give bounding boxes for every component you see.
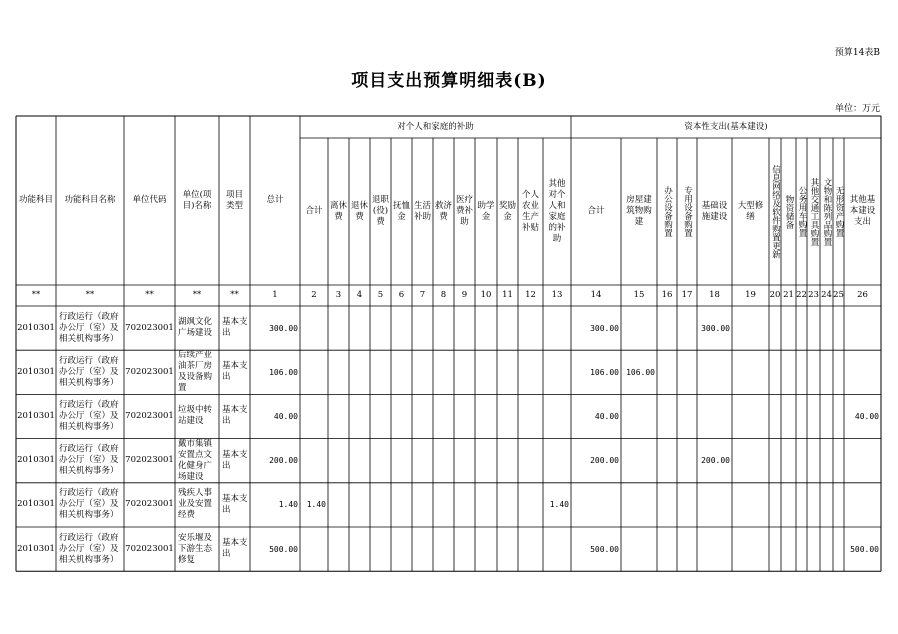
row-project-type: 基本支出 <box>222 405 248 427</box>
col-header-b-7-text: 物资储备 <box>784 194 794 229</box>
col-header-func-code: 功能科目 <box>18 195 53 205</box>
row-amount-b-total: 106.00 <box>590 367 619 377</box>
row-func-name: 行政运行（政府办公厅（室）及相关机构事务） <box>59 488 119 521</box>
col-header-b-9 <box>807 138 820 285</box>
row-amount-total: 300.00 <box>269 323 298 333</box>
index-cell: 8 <box>440 290 447 300</box>
row-unit-code: 702023001 <box>125 455 174 466</box>
row-project-type: 基本支出 <box>222 317 248 339</box>
row-amount-b-other: 40.00 <box>854 411 879 421</box>
index-cell: 7 <box>419 290 426 300</box>
index-cell: 13 <box>551 290 563 300</box>
index-cell: 17 <box>681 290 693 300</box>
index-cell: 11 <box>502 290 513 300</box>
index-cell: 21 <box>783 290 794 300</box>
index-cell: 22 <box>796 290 807 300</box>
row-func-name: 行政运行（政府办公厅（室）及相关机构事务） <box>59 532 119 565</box>
index-cell: 12 <box>525 290 536 300</box>
row-amount-total: 500.00 <box>269 544 298 554</box>
col-header-unit-code: 单位代码 <box>132 195 167 205</box>
row-amount-b-infra: 200.00 <box>701 456 730 466</box>
row-unit-code: 702023001 <box>125 543 174 554</box>
index-cell: ** <box>192 290 202 300</box>
col-header-a-8: 助学金 <box>477 200 495 222</box>
row-project-name: 后续产业油茶厂房及设备购置 <box>178 350 213 394</box>
row-project-name: 戴市集镇安置点文化健身广场建设 <box>178 438 213 482</box>
row-func-name: 行政运行（政府办公厅（室）及相关机构事务） <box>59 355 119 388</box>
col-header-b-8 <box>796 138 807 285</box>
group-header-personal-subsidy: 对个人和家庭的补助 <box>397 121 474 132</box>
unit-label: 单位：万元 <box>834 104 880 114</box>
index-cell: 15 <box>633 290 645 300</box>
col-header-a-3: 退职(役)费 <box>371 195 389 227</box>
row-project-type: 基本支出 <box>222 361 248 383</box>
index-cell: 6 <box>398 290 405 300</box>
col-header-a-10: 个人农业生产补贴 <box>521 189 539 233</box>
row-func-code: 2010301 <box>17 543 55 554</box>
row-amount-b-total: 40.00 <box>594 411 619 421</box>
index-cell: 24 <box>821 290 832 300</box>
col-header-b-subtotal: 合计 <box>587 206 605 216</box>
row-project-type: 基本支出 <box>222 493 248 515</box>
col-header-b-1: 房屋建筑物购建 <box>626 195 652 227</box>
index-cell: 25 <box>833 290 844 300</box>
row-func-code: 2010301 <box>17 455 55 466</box>
col-header-b-3-text: 专用设备购置 <box>682 186 693 237</box>
col-header-b-9-text: 其他交通工具购置 <box>809 177 819 246</box>
index-cell: 10 <box>480 290 492 300</box>
row-unit-code: 702023001 <box>125 410 174 421</box>
col-header-b-3 <box>677 138 697 285</box>
row-func-name: 行政运行（政府办公厅（室）及相关机构事务） <box>59 311 119 344</box>
col-header-a-6: 救济费 <box>434 200 452 222</box>
row-project-name: 垃圾中转站建设 <box>178 405 213 427</box>
col-header-b-6 <box>769 138 781 285</box>
row-amount-a-other: 1.40 <box>549 500 569 510</box>
row-project-type: 基本支出 <box>222 538 248 560</box>
index-cell: 18 <box>709 290 720 300</box>
col-header-a-4: 抚恤金 <box>392 200 410 222</box>
col-header-a-11: 其他对个人和家庭的补助 <box>548 178 566 244</box>
index-cell: 23 <box>808 290 819 300</box>
index-cell: 14 <box>590 290 602 300</box>
index-cell: 5 <box>377 290 384 300</box>
row-func-code: 2010301 <box>17 322 55 333</box>
row-amount-total: 1.40 <box>278 500 298 510</box>
col-header-b-4: 基础设施建设 <box>701 200 728 222</box>
col-header-a-1: 离休费 <box>329 200 347 222</box>
col-header-type: 项目类型 <box>225 189 243 211</box>
col-header-b-10-text: 文物和陈列品购置 <box>822 177 832 246</box>
row-unit-code: 702023001 <box>125 322 174 333</box>
row-amount-total: 200.00 <box>269 456 298 466</box>
row-func-name: 行政运行（政府办公厅（室）及相关机构事务） <box>59 444 119 477</box>
col-header-a-9: 奖励金 <box>498 200 516 222</box>
page-title: 项目支出预算明细表(B) <box>351 71 547 91</box>
col-header-a-2: 退休费 <box>350 200 368 222</box>
index-cell: ** <box>31 290 41 300</box>
row-unit-code: 702023001 <box>125 499 174 510</box>
col-header-project: 单位(项目)名称 <box>182 189 212 211</box>
row-amount-b-total: 300.00 <box>590 323 619 333</box>
row-amount-b-total: 500.00 <box>590 544 619 554</box>
col-header-b-12: 其他基本建设支出 <box>849 195 876 227</box>
index-cell: 2 <box>311 290 317 300</box>
row-project-name: 湖飒文化广场建设 <box>178 317 213 339</box>
col-header-b-5: 大型修缮 <box>737 200 764 222</box>
col-header-func-name: 功能科目名称 <box>64 195 116 205</box>
row-amount-b-house: 106.00 <box>626 367 655 377</box>
col-header-a-5: 生活补助 <box>413 200 431 222</box>
index-cell: 4 <box>356 290 363 300</box>
row-amount-b-infra: 300.00 <box>701 323 730 333</box>
index-cell: ** <box>85 290 95 300</box>
row-amount-total: 40.00 <box>273 411 298 421</box>
row-amount-total: 106.00 <box>269 367 298 377</box>
col-header-b-10 <box>820 138 833 285</box>
col-header-b-11-text: 无形资产购置 <box>834 186 844 237</box>
col-header-b-2 <box>657 138 677 285</box>
col-header-total: 总计 <box>266 195 284 205</box>
index-cell: 9 <box>461 290 468 300</box>
group-header-capital-expenditure: 资本性支出(基本建设) <box>684 121 768 132</box>
row-func-code: 2010301 <box>17 499 55 510</box>
index-cell: ** <box>145 290 154 300</box>
index-cell: 20 <box>769 290 781 300</box>
row-unit-code: 702023001 <box>125 366 174 377</box>
col-header-b-6-text: 信息网络及软件购置更新 <box>770 164 781 259</box>
row-func-code: 2010301 <box>17 366 55 377</box>
index-cell: 3 <box>335 290 342 300</box>
row-amount-b-total: 200.00 <box>590 456 619 466</box>
row-project-type: 基本支出 <box>222 449 248 471</box>
row-amount-b-other: 500.00 <box>850 544 879 554</box>
col-header-a-7: 医疗费补助 <box>455 195 473 227</box>
index-cell: 26 <box>857 290 868 300</box>
row-project-name: 安乐堰及下游生态修复 <box>178 532 213 565</box>
row-func-code: 2010301 <box>17 410 55 421</box>
col-header-b-7 <box>781 138 796 285</box>
index-cell: 19 <box>745 290 756 300</box>
col-header-b-8-text: 公务用车购置 <box>797 186 807 237</box>
index-cell: 16 <box>661 290 673 300</box>
index-cell: ** <box>230 290 239 300</box>
row-project-name: 残疾人事业及安置经费 <box>178 488 213 521</box>
form-number: 预算14表B <box>834 48 880 58</box>
col-header-b-11 <box>833 138 844 285</box>
row-func-name: 行政运行（政府办公厅（室）及相关机构事务） <box>59 399 119 432</box>
col-header-b-2-text: 办公设备购置 <box>662 186 673 237</box>
col-header-a-subtotal: 合计 <box>305 206 323 216</box>
row-amount-a-total: 1.40 <box>306 500 326 510</box>
index-cell: 1 <box>272 290 278 300</box>
